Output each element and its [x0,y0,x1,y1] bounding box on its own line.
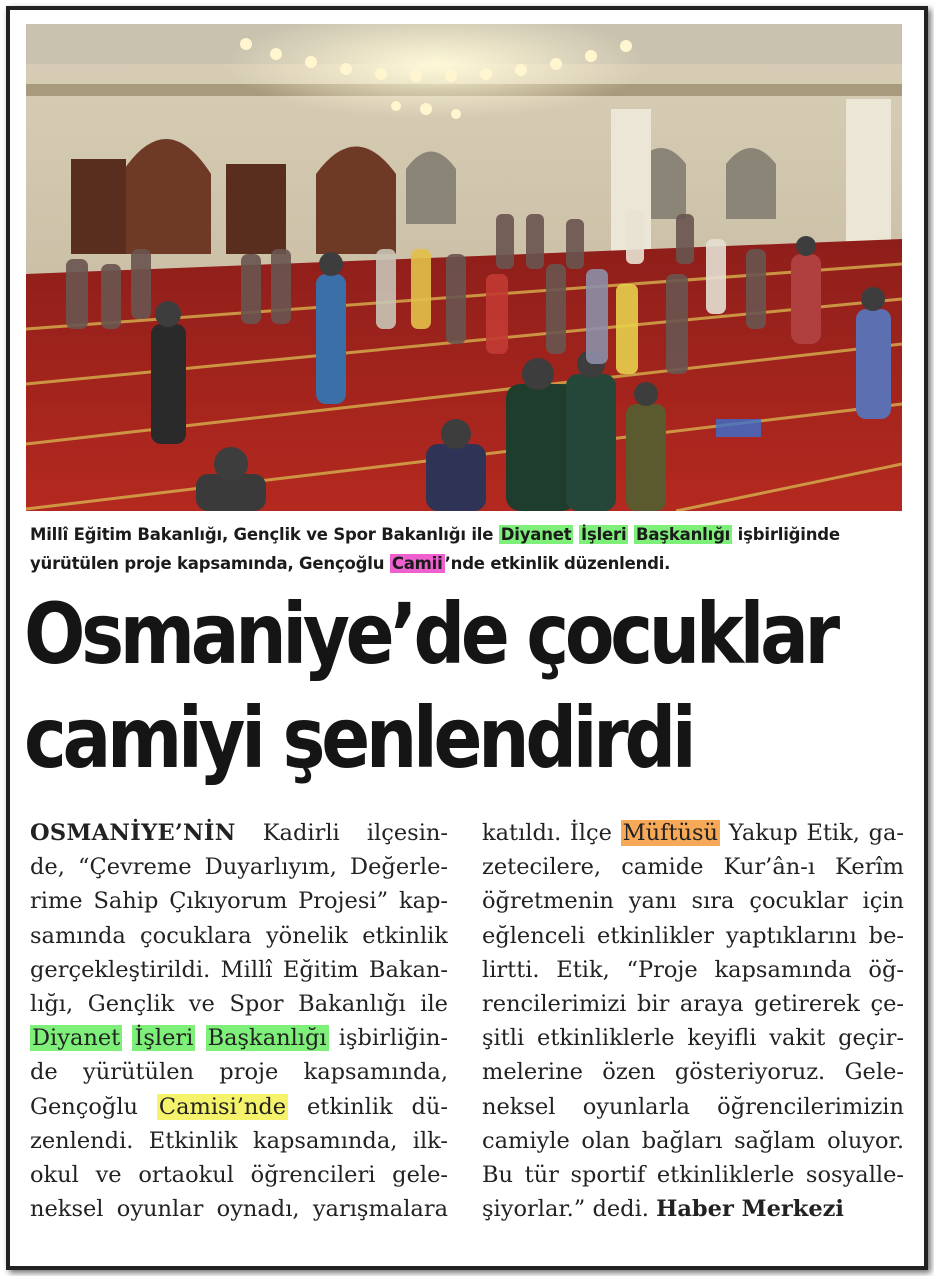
text-line: Diyanet İşleri Başkanlığı işbirliğin- [32,1025,448,1052]
highlight-baskanligi: Başkanlığı [207,1025,327,1052]
caption-highlight-baskanligi: Başkanlığı [635,525,731,544]
text-line: de yürütülen proje kapsamında, [30,1059,448,1086]
text-line: öğretmenin yanı sıra çocuklar için [482,888,904,915]
lead-word: OSMANİYE’NİN [30,820,236,846]
text-line: neksel oyunlarla öğrencilerimizin [482,1093,904,1120]
text-line: samında çocuklara yönelik etkinlik [30,922,448,949]
caption-highlight-camii: Camii [391,554,443,573]
text-line: şiyorlar.” dedi. Haber Merkezi [482,1196,844,1223]
caption-line-2: yürütülen proje kapsamında, Gençoğlu Camii ’nde etkinlik düzenlendi. [30,554,671,573]
text-line: lığı, Gençlik ve Spor Bakanlığı ile [30,991,448,1018]
text-line: rime Sahip Çıkıyorum Projesi” kap- [30,888,448,915]
text-line: neksel oyunlar oynadı, yarışmalara [30,1196,448,1223]
text-line: eğlenceli etkinlikler yaptıklarını be- [482,922,904,949]
text-line: Gençoğlu Camisi’nde etkinlik dü- [30,1093,448,1120]
article-column-1 [30,816,448,1226]
text-line: de, “Çevreme Duyarlıyım, Değerle- [30,854,448,881]
text-line: şitli etkinliklerle keyifli vakit geçir- [482,1025,904,1052]
article-column-2 [482,816,904,1226]
highlight-muftusu: Müftüsü [622,820,719,846]
caption-highlight-isleri: İşleri [581,525,627,544]
highlight-camisinde: Camisi’nde [158,1093,287,1120]
text-line: zetecilere, camide Kur’ân-ı Kerîm [482,854,904,881]
mosque-photo [26,24,902,511]
text-line: lirtti. Etik, “Proje kapsamında öğ- [482,956,904,983]
text-line: OSMANİYE’NİN Kadirli ilçesin- [30,820,448,846]
headline-line-2: camiyi şenlendirdi [24,689,693,787]
photo-caption [30,520,910,578]
highlight-isleri: İşleri [134,1025,194,1052]
text-line: okul ve ortaokul öğrencileri gele- [30,1162,448,1189]
text-line: camiyle olan bağları sağlam oluyor. [482,1127,904,1154]
text-line: rencilerimizi bir araya getirerek çe- [482,991,904,1018]
text-line: katıldı. İlçe Müftüsü Yakup Etik, ga- [482,820,904,846]
highlight-diyanet: Diyanet [32,1025,121,1052]
article-headline [24,582,836,790]
mosque-photo-illustration [26,24,902,511]
headline-line-1: Osmaniye’de çocuklar [24,585,836,683]
text-line: gerçekleştirildi. Millî Eğitim Bakan- [30,956,448,983]
caption-line-1: Millî Eğitim Bakanlığı, Gençlik ve Spor Bakanlığı ile Diyanet İşleri Başkanlığı işbirliğinde [30,525,840,544]
text-line: melerine özen gösteriyoruz. Gele- [482,1059,904,1086]
text-line: Bu tür sportif etkinliklerle sosyalle- [482,1162,904,1189]
caption-highlight-diyanet: Diyanet [500,525,572,544]
text-line: zenlendi. Etkinlik kapsamında, ilk- [30,1127,448,1154]
author-signature: Haber Merkezi [656,1196,844,1223]
